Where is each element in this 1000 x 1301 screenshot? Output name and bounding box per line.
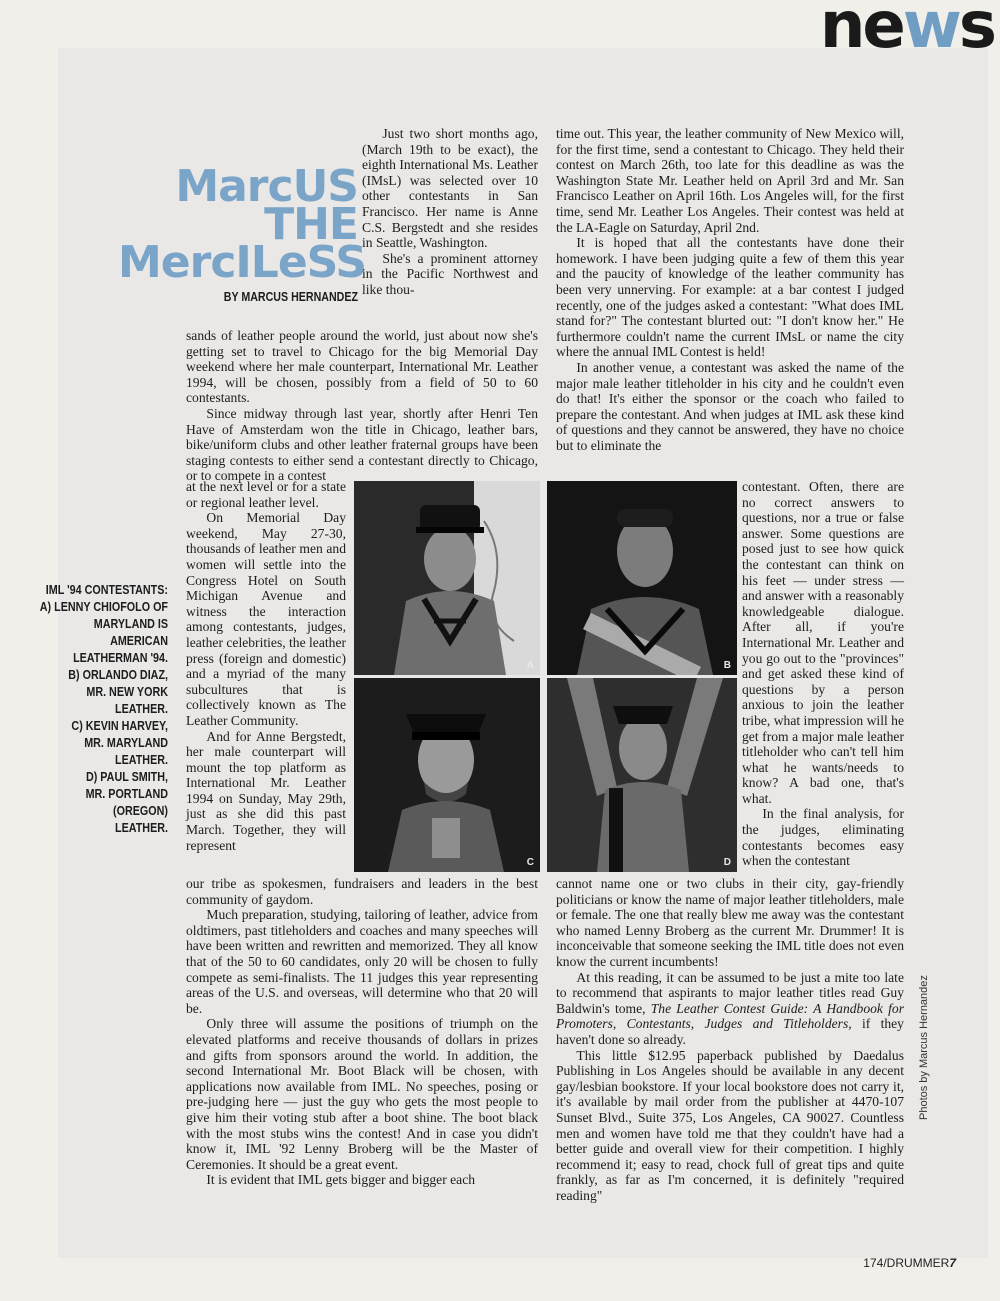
title-line-2: THE xyxy=(264,199,358,250)
byline: BY MARCUS HERNANDEZ xyxy=(223,289,358,304)
paragraph: Since midway through last year, shortly after Henri Ten Have of Amsterdam won the title in Chicago, leather bars, bike/uniform clubs and other leather fraternal groups have been staging contests to either send a contestant directly to Chicago, or to compete in a contest xyxy=(186,405,538,484)
photo-d xyxy=(547,678,737,872)
paragraph: In another venue, a contestant was asked the name of the major male leather titleholder in his city and he couldn't even do that! It's either the sponsor or the coach who failed to prepare the contestant. And when judges at IML ask these kind of questions and they cannot be answered, they have no choice but to eliminate the xyxy=(556,359,904,453)
body-col1-narrow xyxy=(186,479,346,853)
photo-a xyxy=(354,481,540,675)
photo-c xyxy=(354,678,540,872)
photo-label: D xyxy=(723,857,731,868)
paragraph: This little $12.95 paperback published by Daedalus Publishing in Los Angeles should be available in any decent gay/lesbian bookstore. If your local bookstore does not carry it, it's available by mail order from the publisher at 4470-107 Sunset Blvd., Suite 375, Los Angeles, CA 90027. Countless men and women have told me that they couldn't have had a better guide and overall view for their competition. I highly recommend it; easy to read, chock full of great tips and quite frankly, as far as I'm concerned, it is definitely "required reading" xyxy=(556,1047,904,1203)
page-folio xyxy=(863,1256,956,1270)
photo-label: C xyxy=(526,857,534,868)
caption-line: MARYLAND IS AMERICAN xyxy=(93,617,168,648)
section-logo: news xyxy=(819,0,994,54)
paragraph: Only three will assume the positions of triumph on the elevated platforms and receive thousands of dollars in prizes and gifts from sponsors around the world. In addition, the second International Mr. Boot Black will be chosen, with applications now available from IML. No speeches, posing or pre-judging here — just the guy who gets the most people to give him their voting stub after a boot shine. The boot black with the most stubs wins the contest! And in case you didn't know it, IML '92 Lenny Broberg will be the Master of Ceremonies. It should be a great event. xyxy=(186,1016,538,1172)
paragraph-text: if they haven't done so already. xyxy=(556,1016,904,1047)
caption-line: C) KEVIN HARVEY, xyxy=(71,719,168,733)
caption-line: MR. PORTLAND (OREGON) xyxy=(85,787,168,818)
paragraph: It is evident that IML gets bigger and bigger each xyxy=(206,1172,476,1188)
book-title: The Leather Contest Guide: A Handbook for Promoters, Contestants, Judges and Titleholders, xyxy=(556,1000,904,1032)
photo-b xyxy=(547,481,737,675)
body-col1-top xyxy=(362,126,538,298)
folio-text: 174/DRUMMER xyxy=(863,1256,950,1270)
title-line-1: MarcUS xyxy=(175,161,358,212)
caption-line: LEATHERMAN '94. xyxy=(73,651,168,665)
paragraph: sands of leather people around the world, just about now she's getting set to travel to Chicago for the big Memorial Day weekend where her male counterpart, International Mr. Leather 1994, will be chosen, possibly from a field of 50 to 60 contestants. xyxy=(186,328,538,406)
paragraph: our tribe as spokesmen, fundraisers and leaders in the best community of gaydom. xyxy=(186,876,538,907)
caption-line: D) PAUL SMITH, xyxy=(85,770,168,784)
paragraph: time out. This year, the leather community of New Mexico will, for the first time, send a contestant to Chicago. They held their contest on March 26th, too late for this deadline as was the Washington State Mr. Leather held on April 3rd and Mr. San Francisco Leather on April 16th. Los Angeles will, for the first time, send Mr. Leather Los Angeles. Their contest was held at the LA-Eagle on Saturday, April 2nd. xyxy=(556,126,904,235)
paragraph: In the final analysis, for the judges, eliminating contestants becomes easy when the contestant xyxy=(742,806,904,869)
paragraph: Just two short months ago, (March 19th to be exact), the eighth International Ms. Leather (IMsL) was selected over 10 other contestants in San Francisco. Her name is Anne C.S. Bergstedt and she resides in Seattle, Washington. xyxy=(362,126,538,251)
paragraph: She's a prominent attorney in the Pacific Northwest and like thou- xyxy=(362,250,538,297)
paragraph: On Memorial Day weekend, May 27-30, thousands of leather men and women will settle into the Congress Hotel on South Michigan Avenue and witness the interaction among contestants, judges, leather celebrities, the leather press (foreign and domestic) and a myriad of the many subcultures that is collectively known as The Leather Community. xyxy=(186,510,347,728)
paragraph: cannot name one or two clubs in their city, gay-friendly politicians or know the name of major leather titleholders, male or female. The one that really blew me away was the contestant who named Lenny Broberg as the current Mr. Drummer! It is inconceivable that someone seeking the IML title does not even know the current incumbents! xyxy=(556,876,904,969)
caption-line: MR. MARYLAND LEATHER. xyxy=(84,736,168,767)
caption-line: B) ORLANDO DIAZ, xyxy=(68,668,168,682)
body-col2-bottom xyxy=(556,876,904,1203)
caption-line: IML '94 CONTESTANTS: xyxy=(45,583,169,597)
caption-line: A) LENNY CHIOFOLO OF xyxy=(39,600,168,614)
paragraph: contestant. Often, there are no correct answers to questions, nor a true or false answer. Some questions are posed just to see how quick the contestant can think on his feet — under stress — and answer with a reasonably knowledgeable dialogue. After all, if you're International Mr. Leather and you go out to the "provinces" and get asked these kind of questions by a person anxious to join the leather tribe, what impression will he get from a major male leather titleholder who can't tell him what he wants/needs to know? A bad one, that's what. xyxy=(742,479,904,806)
body-col2-narrow xyxy=(742,479,904,869)
photo-label: A xyxy=(526,660,534,671)
caption-line: LEATHER. xyxy=(115,821,168,835)
paragraph: It is hoped that all the contestants have done their homework. I have been judging quite a few of them this year and the paucity of knowledge of the leather community has been very unnerving. For example: at a bar contest I judged recently, one of the judges asked a contestant: "What does IML stand for?" The contestant blurted out: "I don't know her." He furthermore couldn't name the current IMsL or name the city where the annual IML Contest is held! xyxy=(556,235,904,360)
photo-label: B xyxy=(723,660,731,671)
body-col1-wide xyxy=(186,328,538,484)
folio-mark: 7 xyxy=(949,1256,956,1270)
article-title xyxy=(118,161,367,288)
body-col1-bottom xyxy=(186,876,538,1188)
photo-credit: Photos by Marcus Hernandez xyxy=(918,975,930,1120)
caption-line: MR. NEW YORK LEATHER. xyxy=(86,685,168,716)
body-col2-top xyxy=(556,126,904,453)
paragraph xyxy=(556,970,904,1048)
photo-caption xyxy=(18,582,168,837)
paragraph: Much preparation, studying, tailoring of leather, advice from oldtimers, past titleholders and coaches and many speeches will have been written and rewritten and memorized. They all know that of the 50 to 60 candidates, only 20 will be chosen to fully compete as semi-finalists. The 11 judges this year representing areas of the U.S. and overseas, will determine who that 20 will be. xyxy=(186,907,538,1016)
title-line-3: MercILeSS xyxy=(118,237,367,288)
paragraph: at the next level or for a state or regional leather level. xyxy=(186,479,346,510)
paragraph: And for Anne Bergstedt, her male counterpart will mount the top platform as International Mr. Leather 1994 on Sunday, May 29th, just as she did this past March. Together, they will represent xyxy=(186,728,346,853)
paragraph-text: At this reading, it can be assumed to be just a mite too late to recommend that aspirants to major leather titles read Guy Baldwin's tome, xyxy=(556,969,904,1016)
